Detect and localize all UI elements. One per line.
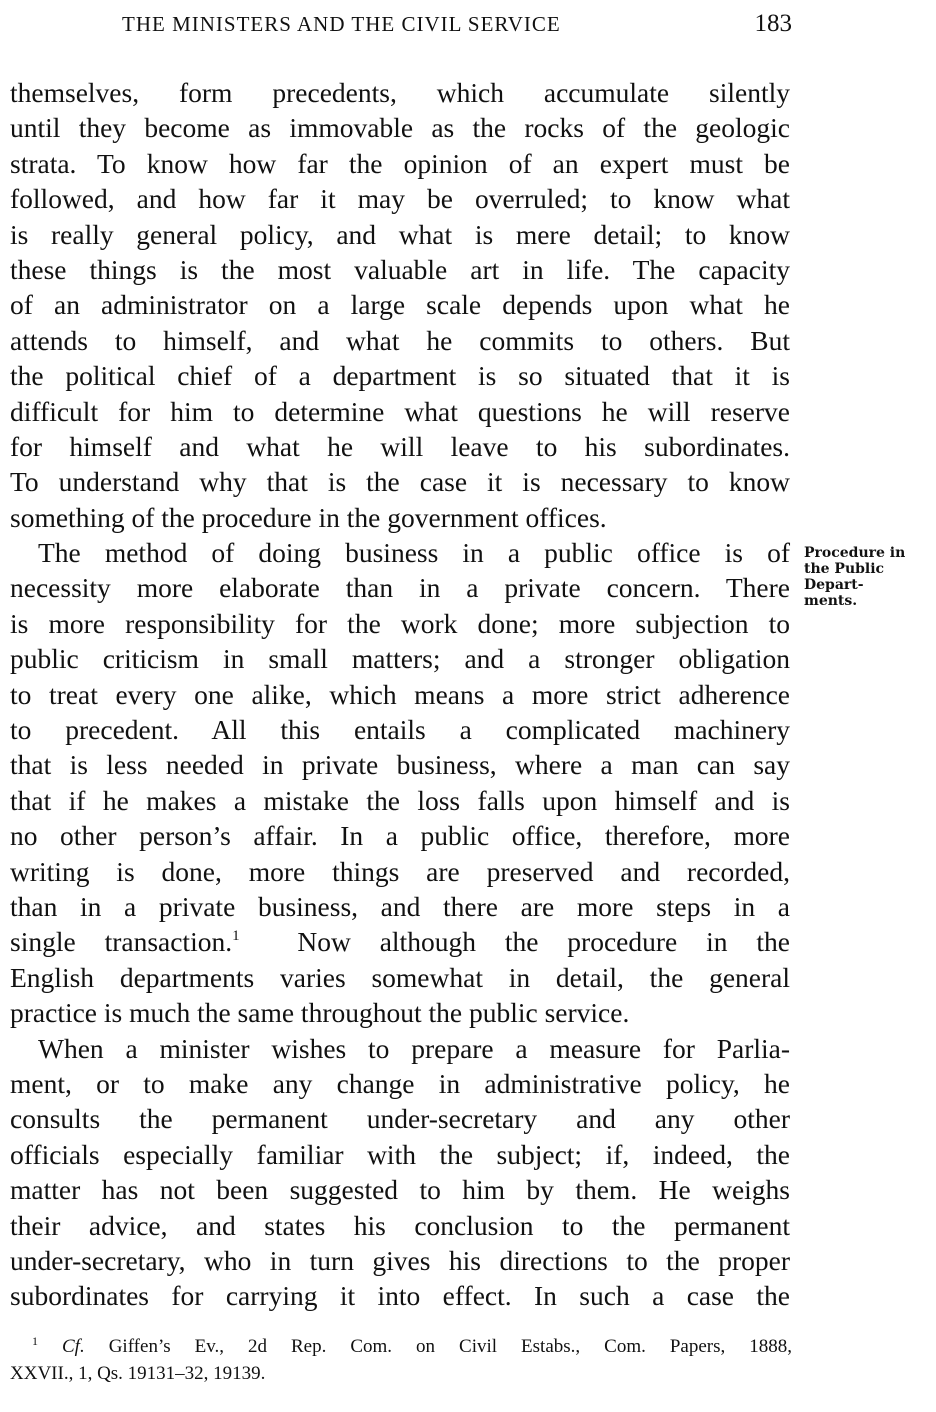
text-segment: single transaction. (10, 926, 233, 958)
footnote-line: XXVII., 1, Qs. 19131–32, 19139. (10, 1363, 266, 1384)
text-line: matter has not been suggested to him by them. He weighs (10, 1174, 790, 1206)
text-line: attends to himself, and what he commits to others. But (10, 324, 790, 356)
text-line: these things is the most valuable art in life. The capacity (10, 253, 790, 285)
footnote-marker: 1 (32, 1334, 38, 1348)
running-title: THE MINISTERS AND THE CIVIL SERVICE (122, 12, 561, 36)
running-header (10, 8, 792, 42)
text-line: public criticism in small matters; and a stronger obligation (10, 643, 790, 675)
text-line: followed, and how far it may be overruled; to know what (10, 183, 790, 215)
text-line: to precedent. All this entails a complicated machinery (10, 714, 790, 746)
text-line: When a minister wishes to prepare a measure for Parlia- (38, 1032, 790, 1064)
text-line: of an administrator on a large scale depends upon what he (10, 289, 790, 321)
margin-note-line: Depart- (804, 577, 864, 593)
text-line: their advice, and states his conclusion to the permanent (10, 1209, 790, 1241)
text-line: practice is much the same throughout the public service. (10, 997, 630, 1029)
margin-note-line: Procedure in (804, 545, 906, 561)
text-line: necessity more elaborate than in a private concern. There (10, 572, 790, 604)
body-text (10, 75, 790, 1314)
text-line: strata. To know how far the opinion of an expert must be (10, 147, 790, 179)
text-line: for himself and what he will leave to his subordinates. (10, 430, 790, 462)
footnote-reference: 1 (232, 928, 240, 945)
text-segment: Now although the procedure in the (297, 926, 790, 958)
footnote-text: Giffen’s Ev., 2d Rep. Com. on Civil Estabs., Com. Papers, 1888, (84, 1336, 792, 1357)
text-line: is more responsibility for the work done; more subjection to (10, 607, 790, 639)
text-line: something of the procedure in the government offices. (10, 501, 607, 533)
page-number: 183 (754, 10, 792, 37)
text-line-with-footnote-ref (10, 924, 790, 959)
text-line: the political chief of a department is so situated that it is (10, 360, 790, 392)
text-line: To understand why that is the case it is necessary to know (10, 466, 790, 498)
text-line: subordinates for carrying it into effect. In such a case the (10, 1280, 790, 1312)
text-line: until they become as immovable as the rocks of the geologic (10, 112, 790, 144)
text-line: consults the permanent under-secretary and any other (10, 1103, 790, 1135)
text-line: themselves, form precedents, which accumulate silently (10, 77, 790, 108)
footnote-line (10, 1333, 792, 1360)
text-line: that is less needed in private business, where a man can say (10, 749, 790, 781)
text-line: to treat every one alike, which means a more strict adherence (10, 678, 790, 710)
text-line: The method of doing business in a public office is of (38, 537, 790, 569)
margin-note-line: ments. (804, 593, 858, 609)
footnote-cf: Cf. (62, 1336, 85, 1357)
text-line: under-secretary, who in turn gives his directions to the proper (10, 1244, 790, 1276)
text-line: than in a private business, and there are more steps in a (10, 890, 790, 922)
text-line: is really general policy, and what is mere detail; to know (10, 218, 790, 250)
text-line: officials especially familiar with the subject; if, indeed, the (10, 1138, 790, 1170)
text-line: no other person’s affair. In a public office, therefore, more (10, 820, 790, 852)
margin-note-line: the Public (804, 561, 885, 577)
text-line: ment, or to make any change in administrative policy, he (10, 1067, 790, 1099)
text-line: that if he makes a mistake the loss falls upon himself and is (10, 784, 790, 816)
margin-note (804, 545, 934, 609)
text-line: English departments varies somewhat in detail, the general (10, 961, 790, 993)
text-line: difficult for him to determine what questions he will reserve (10, 395, 790, 427)
text-line: writing is done, more things are preserved and recorded, (10, 855, 790, 887)
footnote (10, 1333, 792, 1387)
